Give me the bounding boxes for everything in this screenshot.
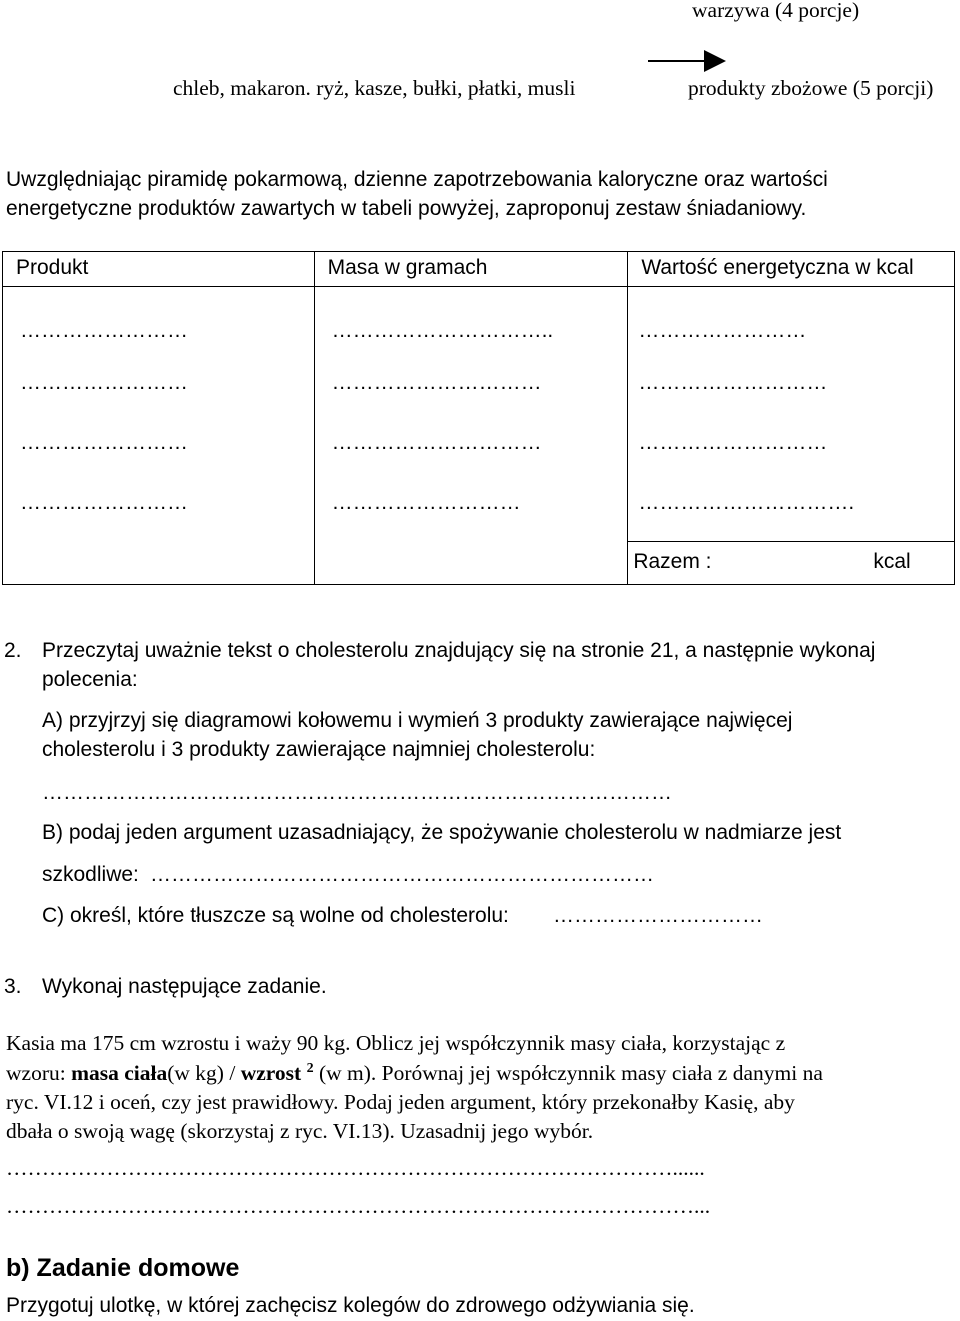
task2-c-label: C) określ, które tłuszcze są wolne od cholesterolu: [42, 904, 509, 927]
product-blank-3[interactable]: …………………… [20, 431, 188, 454]
homework-text: Przygotuj ulotkę, w której zachęcisz kolegów do zdrowego odżywiania się. [6, 1294, 695, 1317]
mass-blank-4[interactable]: ……………………… [331, 491, 521, 514]
task1-intro-line2: energetyczne produktów zawartych w tabeli powyżej, zaproponuj zestaw śniadaniowy. [6, 197, 807, 220]
mass-blank-2[interactable]: ………………………… [331, 371, 542, 394]
product-column [3, 287, 315, 585]
header-energy: Wartość energetyczna w kcal [641, 256, 914, 279]
task3-text-line3: ryc. VI.12 i oceń, czy jest prawidłowy. Podaj jeden argument, który przekonałby Kasię, aby [6, 1090, 795, 1114]
task2-line1: Przeczytaj uważnie tekst o cholesterolu znajdujący się na stronie 21, a następnie wykonaj [42, 639, 876, 662]
sum-label: Razem : [633, 550, 712, 573]
energy-column [628, 287, 955, 542]
task3-number: 3. [4, 975, 22, 998]
header-product: Produkt [16, 256, 89, 279]
task2-b-line1: B) podaj jeden argument uzasadniający, że spożywanie cholesterolu w nadmiarze jest [42, 821, 842, 844]
task2-a-line2: cholesterolu i 3 produkty zawierające najmniej cholesterolu: [42, 738, 596, 761]
task2-b-label: szkodliwe: [42, 863, 139, 886]
task3-text-line1: Kasia ma 175 cm wzrostu i waży 90 kg. Oblicz jej współczynnik masy ciała, korzystając z [6, 1031, 786, 1055]
sum-cell [628, 542, 955, 585]
breakfast-table [2, 251, 955, 585]
task2-a-line1: A) przyjrzyj się diagramowi kołowemu i wymień 3 produkty zawierające najwięcej [42, 709, 793, 732]
formula-height: wzrost [240, 1061, 302, 1085]
sum-unit: kcal [873, 550, 911, 573]
task3-text-line4: dbała o swoją wagę (skorzystaj z ryc. VI.13). Uzasadnij jego wybór. [6, 1119, 594, 1143]
mass-blank-1[interactable]: ………………………….. [331, 319, 554, 342]
food-group-vegetables: warzywa (4 porcje) [692, 0, 860, 22]
task2-b-answer-blank[interactable]: ……………………………………………………………… [150, 863, 654, 886]
energy-blank-3[interactable]: ……………………… [638, 431, 828, 454]
header-cell [3, 252, 315, 287]
task2-line2: polecenia: [42, 668, 138, 691]
product-blank-4[interactable]: …………………… [20, 491, 188, 514]
table-header-row [3, 252, 955, 287]
task3-text-line2 [6, 1059, 823, 1088]
task3-answer-blank-2[interactable]: ……………………………………………………………………………………... [6, 1194, 711, 1218]
task2-number: 2. [4, 639, 22, 662]
product-blank-2[interactable]: …………………… [20, 371, 188, 394]
task2-c-answer-blank[interactable]: ………………………… [553, 904, 763, 927]
task3-heading: Wykonaj następujące zadanie. [42, 975, 327, 998]
arrow-right-icon [648, 48, 728, 74]
energy-blank-4[interactable]: …………………………. [638, 491, 855, 514]
food-examples-grains: chleb, makaron. ryż, kasze, bułki, płatki, musli [173, 76, 576, 100]
table-body-row [3, 287, 955, 542]
formula-rest: (w m). Porównaj jej współczynnik masy ciała z danymi na [313, 1061, 823, 1085]
header-cell [628, 252, 955, 287]
header-cell [314, 252, 628, 287]
mass-blank-3[interactable]: ………………………… [331, 431, 542, 454]
homework-heading: b) Zadanie domowe [6, 1254, 240, 1282]
energy-blank-1[interactable]: …………………… [638, 319, 807, 342]
header-mass: Masa w gramach [327, 256, 488, 279]
formula-mass: masa ciała [71, 1061, 168, 1085]
formula-unit-kg: (w kg) / [167, 1061, 241, 1085]
mass-column [314, 287, 628, 585]
food-group-grains: produkty zbożowe (5 porcji) [688, 76, 934, 100]
energy-blank-2[interactable]: ……………………… [638, 371, 828, 394]
product-blank-1[interactable]: …………………… [20, 319, 188, 342]
task1-intro-line1: Uwzględniając piramidę pokarmową, dzienne zapotrzebowania kaloryczne oraz wartości [6, 168, 828, 191]
formula-prefix: wzoru: [6, 1061, 72, 1085]
formula-exponent: 2 [306, 1060, 314, 1076]
task3-answer-blank-1[interactable]: …………………………………………………………………………………...... [6, 1156, 705, 1180]
task2-a-answer-blank[interactable]: ……………………………………………………………………………… [42, 781, 672, 804]
